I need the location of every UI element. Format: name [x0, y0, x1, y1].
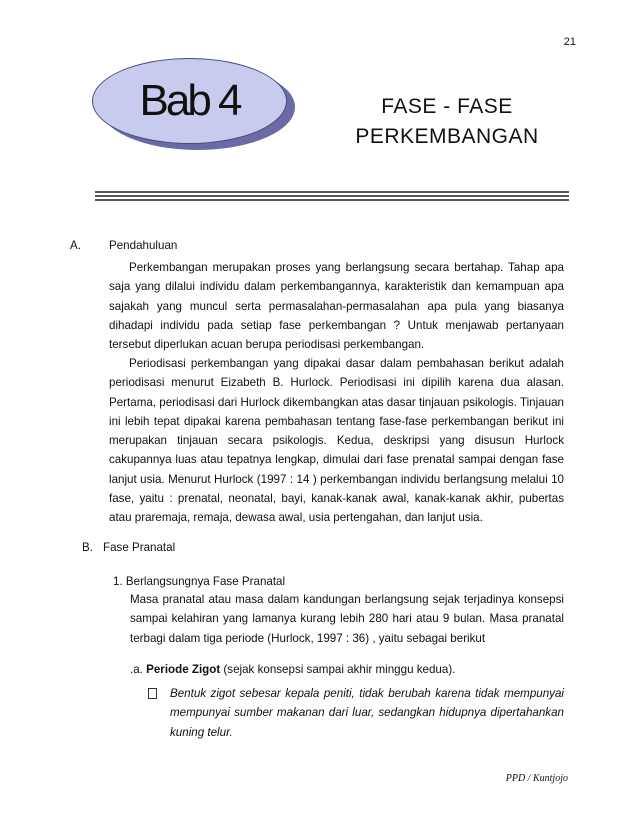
chapter-badge-label: Bab 4	[139, 76, 240, 125]
list-item-a-bullet-text: Bentuk zigot sebesar kepala peniti, tidak berubah karena tidak mempunyai mempunyai sumber makanan dari luar, sedangkan hidupnya dipertahankan kuning telur.	[170, 687, 564, 739]
subsection-1-title: 1. Berlangsungnya Fase Pranatal	[113, 575, 286, 588]
page-number: 21	[563, 36, 576, 48]
section-a-paragraph-1: Perkembangan merupakan proses yang berlangsung secara bertahap. Tahap apa saja yang dilalui individu dalam perkembangannya, karakteristik dan kemampuan apa sajakah yang muncul serta permasalahan-permasalahan apa pula yang biasanya dihadapi individu pada setiap fase perkembangan ? Untuk menjawab pertanyaan tersebut diperlukan acuan berupa periodisasi perkembangan.	[109, 261, 564, 352]
list-item-a-prefix: .a.	[130, 663, 143, 676]
footer-credit: PPD / Kuntjojo	[505, 773, 568, 784]
list-item-a-title: Periode Zigot	[146, 663, 221, 676]
section-b-marker: B.	[82, 541, 93, 554]
bullet-box-icon	[148, 688, 157, 699]
subsection-1-text: Masa pranatal atau masa dalam kandungan berlangsung sejak terjadinya konsepsi sampai kelahiran yang lamanya kurang lebih 280 hari atau 9 bulan. Masa pranatal terbagi dalam tiga periode (Hurlock, 1997 : 36) , yaitu sebagai berikut	[130, 593, 564, 645]
chapter-title-line1: FASE - FASE	[381, 95, 513, 118]
list-item-a	[130, 663, 455, 676]
chapter-badge	[92, 58, 287, 144]
section-a-paragraph-2: Periodisasi perkembangan yang dipakai dasar dalam pembahasan berikut adalah periodisasi menurut Eizabeth B. Hurlock. Periodisasi ini dipilih karena dua alasan. Pertama, periodisasi dari Hurlock dikembangkan atas dasar tinjauan psikologis. Tinjauan ini lebih tepat dipakai karena pembahasan tentang fase-fase perkembangan berikut ini merupakan tinjauan secara psikologis. Kedua, deskripsi yang disusun Hurlock cakupannya luas atau tepatnya lengkap, dimulai dari fase prenatal sampai dengan fase lanjut usia. Menurut Hurlock (1997 : 14 ) perkembangan individu berlangsung melalui 10 fase, yaitu : prenatal, neonatal, bayi, kanak-kanak awal, kanak-kanak akhir, pubertas atau praremaja, remaja, dewasa awal, usia pertengahan, dan lanjut usia.	[109, 357, 564, 525]
header-divider	[95, 191, 569, 203]
chapter-title	[332, 92, 562, 152]
section-a-marker: A.	[70, 239, 81, 252]
section-a-title: Pendahuluan	[109, 239, 178, 252]
list-item-a-rest: (sejak konsepsi sampai akhir minggu kedua).	[220, 663, 456, 676]
chapter-title-line2: PERKEMBANGAN	[355, 125, 539, 148]
section-b-title: Fase Pranatal	[103, 541, 176, 554]
